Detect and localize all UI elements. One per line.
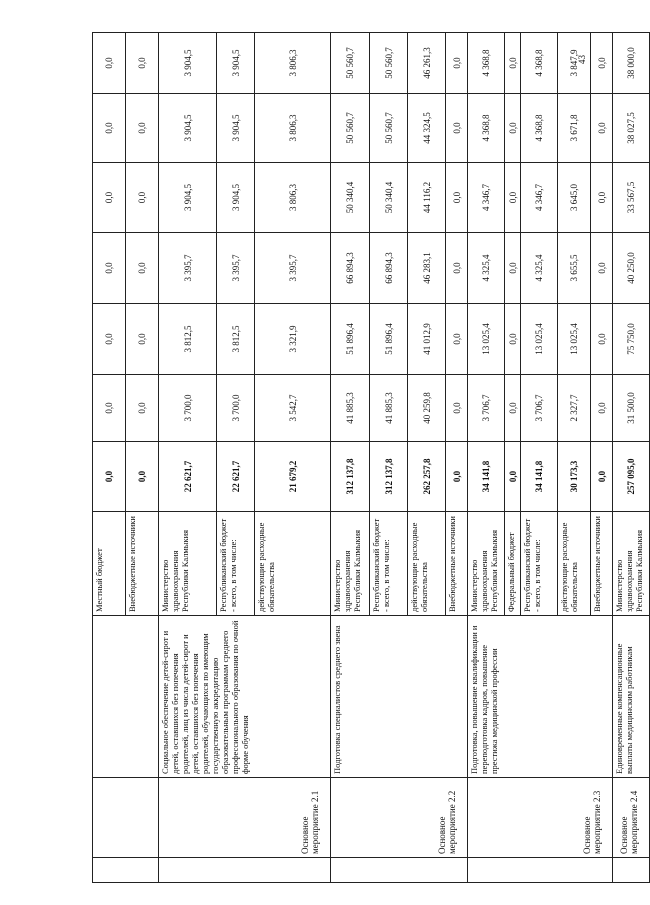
year-value-cell: 66 894,3 (331, 233, 370, 304)
year-value-cell: 3 904,5 (159, 33, 217, 94)
year-value-cell: 40 259,8 (408, 375, 446, 442)
total-value-cell: 0,0 (93, 442, 126, 512)
year-value-cell: 38 000,0 (613, 33, 650, 94)
year-value-cell: 0,0 (93, 163, 126, 233)
year-value-cell: 44 324,5 (408, 94, 446, 163)
event-title-cell: Подготовка, повышение квалификации и переподготовка кадров, повышение престижа медицинской профессии (468, 616, 613, 778)
year-value-cell: 3 395,7 (255, 233, 331, 304)
year-value-cell: 44 116,2 (408, 163, 446, 233)
year-value-cell: 50 560,7 (331, 33, 370, 94)
year-value-cell: 0,0 (126, 33, 159, 94)
year-value-cell: 50 560,7 (370, 33, 408, 94)
year-value-cell: 3 645,0 (558, 163, 591, 233)
funding-source-cell: действующие расходные обязательства (408, 512, 446, 616)
year-value-cell: 3 806,3 (255, 33, 331, 94)
total-value-cell: 0,0 (505, 442, 521, 512)
year-value-cell: 66 894,3 (370, 233, 408, 304)
year-value-cell: 33 567,5 (613, 163, 650, 233)
total-value-cell: 30 173,3 (558, 442, 591, 512)
total-value-cell: 262 257,8 (408, 442, 446, 512)
year-value-cell: 0,0 (505, 33, 521, 94)
year-value-cell: 4 325,4 (468, 233, 505, 304)
year-value-cell: 3 904,5 (159, 163, 217, 233)
funding-source-cell: Министерство здравоохранения Республики Калмыкия (331, 512, 370, 616)
year-value-cell: 75 750,0 (613, 304, 650, 375)
total-value-cell: 22 621,7 (217, 442, 255, 512)
year-value-cell: 51 896,4 (331, 304, 370, 375)
year-value-cell: 50 340,4 (331, 163, 370, 233)
page-number: 43 (577, 55, 587, 64)
year-value-cell: 3 904,5 (217, 163, 255, 233)
blank-cell (93, 858, 159, 883)
year-value-cell: 3 321,9 (255, 304, 331, 375)
budget-table-body (93, 33, 650, 883)
year-value-cell: 0,0 (591, 304, 613, 375)
table-row (93, 33, 126, 883)
event-cell: Основное мероприятие 2.4 (613, 778, 650, 858)
table-row (468, 33, 505, 883)
year-value-cell: 0,0 (505, 375, 521, 442)
total-value-cell: 0,0 (126, 442, 159, 512)
year-value-cell: 0,0 (591, 375, 613, 442)
blank-cell (468, 858, 613, 883)
year-value-cell: 38 027,5 (613, 94, 650, 163)
year-value-cell: 4 368,8 (521, 94, 558, 163)
year-value-cell: 50 340,4 (370, 163, 408, 233)
year-value-cell: 0,0 (126, 375, 159, 442)
year-value-cell: 0,0 (446, 163, 468, 233)
funding-source-cell: Федеральный бюджет (505, 512, 521, 616)
event-cell: Основное мероприятие 2.2 (331, 778, 468, 858)
year-value-cell: 0,0 (93, 233, 126, 304)
year-value-cell: 0,0 (591, 94, 613, 163)
funding-source-cell: Министерство здравоохранения Республики Калмыкия (613, 512, 650, 616)
total-value-cell: 34 141,8 (468, 442, 505, 512)
total-value-cell: 21 679,2 (255, 442, 331, 512)
year-value-cell: 0,0 (93, 304, 126, 375)
total-value-cell: 34 141,8 (521, 442, 558, 512)
table-row (159, 33, 217, 883)
table-row (331, 33, 370, 883)
year-value-cell: 0,0 (93, 94, 126, 163)
funding-source-cell: Министерство здравоохранения Республики Калмыкия (468, 512, 505, 616)
year-value-cell: 40 250,0 (613, 233, 650, 304)
rotated-budget-table (92, 33, 644, 883)
year-value-cell: 4 368,8 (468, 33, 505, 94)
event-cell: Основное мероприятие 2.1 (159, 778, 331, 858)
year-value-cell: 0,0 (446, 304, 468, 375)
year-value-cell: 3 904,5 (217, 33, 255, 94)
funding-source-cell: Министерство здравоохранения Республики Калмыкия (159, 512, 217, 616)
blank-cell (159, 858, 331, 883)
year-value-cell: 2 327,7 (558, 375, 591, 442)
year-value-cell: 4 368,8 (468, 94, 505, 163)
year-value-cell: 3 655,5 (558, 233, 591, 304)
year-value-cell: 3 904,5 (159, 94, 217, 163)
year-value-cell: 3 812,5 (159, 304, 217, 375)
year-value-cell: 41 012,9 (408, 304, 446, 375)
year-value-cell: 0,0 (505, 163, 521, 233)
year-value-cell: 3 806,3 (255, 94, 331, 163)
year-value-cell: 3 700,0 (159, 375, 217, 442)
blank-cell (331, 858, 468, 883)
total-value-cell: 0,0 (591, 442, 613, 512)
funding-source-cell: действующие расходные обязательства (558, 512, 591, 616)
event-title-cell: Единовременные компенсационные выплаты медицинским работникам (613, 616, 650, 778)
year-value-cell: 13 025,4 (558, 304, 591, 375)
year-value-cell: 4 368,8 (521, 33, 558, 94)
total-value-cell: 22 621,7 (159, 442, 217, 512)
year-value-cell: 0,0 (126, 233, 159, 304)
year-value-cell: 3 700,0 (217, 375, 255, 442)
year-value-cell: 4 346,7 (468, 163, 505, 233)
year-value-cell: 3 395,7 (217, 233, 255, 304)
total-value-cell: 312 137,8 (331, 442, 370, 512)
funding-source-cell: Внебюджетные источники (126, 512, 159, 616)
year-value-cell: 41 885,3 (331, 375, 370, 442)
year-value-cell: 0,0 (446, 94, 468, 163)
year-value-cell: 0,0 (93, 33, 126, 94)
year-value-cell: 0,0 (505, 304, 521, 375)
year-value-cell: 0,0 (505, 233, 521, 304)
year-value-cell: 3 395,7 (159, 233, 217, 304)
year-value-cell: 0,0 (126, 304, 159, 375)
event-cell: Основное мероприятие 2.3 (468, 778, 613, 858)
year-value-cell: 31 500,0 (613, 375, 650, 442)
year-value-cell: 3 812,5 (217, 304, 255, 375)
event-title-cell: Подготовка специалистов среднего звена (331, 616, 468, 778)
funding-source-cell: Внебюджетные источники (591, 512, 613, 616)
year-value-cell: 3 706,7 (521, 375, 558, 442)
year-value-cell: 3 671,8 (558, 94, 591, 163)
year-value-cell: 13 025,4 (468, 304, 505, 375)
event-cell (93, 778, 159, 858)
year-value-cell: 51 896,4 (370, 304, 408, 375)
table-row (613, 33, 650, 883)
year-value-cell: 41 885,3 (370, 375, 408, 442)
total-value-cell: 312 137,8 (370, 442, 408, 512)
funding-source-cell: Местный бюджет (93, 512, 126, 616)
funding-source-cell: Республиканский бюджет - всего, в том числе: (521, 512, 558, 616)
year-value-cell: 3 904,5 (217, 94, 255, 163)
blank-cell (613, 858, 650, 883)
year-value-cell: 50 560,7 (331, 94, 370, 163)
year-value-cell: 0,0 (93, 375, 126, 442)
year-value-cell: 3 706,7 (468, 375, 505, 442)
year-value-cell: 0,0 (591, 163, 613, 233)
funding-source-cell: Республиканский бюджет - всего, в том числе: (370, 512, 408, 616)
event-title-cell (93, 616, 159, 778)
year-value-cell: 13 025,4 (521, 304, 558, 375)
total-value-cell: 0,0 (446, 442, 468, 512)
year-value-cell: 50 560,7 (370, 94, 408, 163)
year-value-cell: 0,0 (446, 233, 468, 304)
event-title-cell: Социальное обеспечение детей-сирот и детей, оставшихся без попечения родителей, лиц из числа детей-сирот и детей, оставшихся без попечения родителей, обучающихся по имеющим государственную аккредитацию образовательным программам среднего профессионального образования по очной форме обучения (159, 616, 331, 778)
year-value-cell: 3 806,3 (255, 163, 331, 233)
year-value-cell: 3 847,9 (558, 33, 591, 94)
year-value-cell: 0,0 (591, 33, 613, 94)
year-value-cell: 0,0 (446, 33, 468, 94)
funding-source-cell: действующие расходные обязательства (255, 512, 331, 616)
budget-table (92, 32, 650, 883)
year-value-cell: 3 542,7 (255, 375, 331, 442)
year-value-cell: 4 325,4 (521, 233, 558, 304)
year-value-cell: 0,0 (591, 233, 613, 304)
year-value-cell: 0,0 (505, 94, 521, 163)
funding-source-cell: Республиканский бюджет - всего, в том числе: (217, 512, 255, 616)
year-value-cell: 0,0 (446, 375, 468, 442)
total-value-cell: 257 095,0 (613, 442, 650, 512)
funding-source-cell: Внебюджетные источники (446, 512, 468, 616)
year-value-cell: 0,0 (126, 94, 159, 163)
year-value-cell: 0,0 (126, 163, 159, 233)
year-value-cell: 4 346,7 (521, 163, 558, 233)
year-value-cell: 46 261,3 (408, 33, 446, 94)
year-value-cell: 46 283,1 (408, 233, 446, 304)
